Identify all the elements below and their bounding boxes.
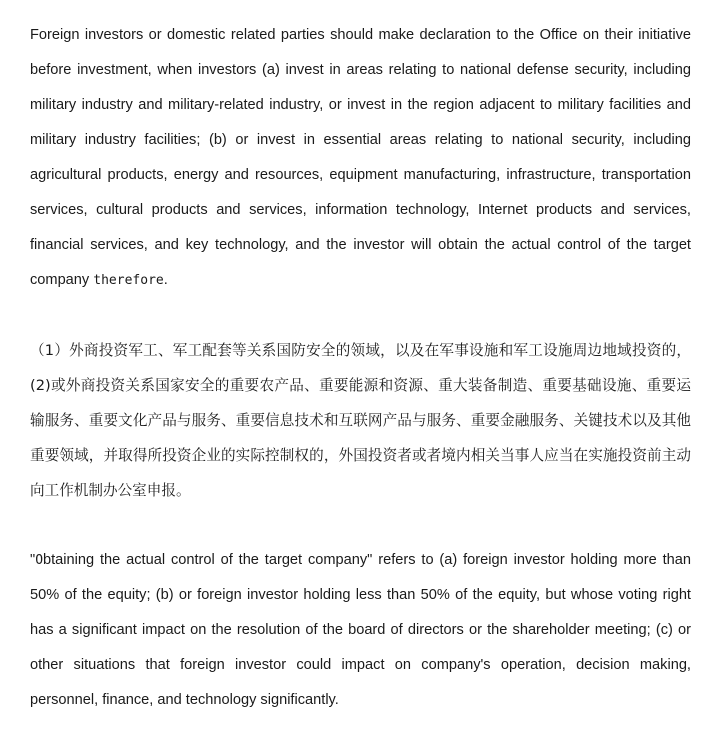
- paragraph-end-period: .: [163, 272, 168, 288]
- paragraph-english-declaration-text: Foreign investors or domestic related parties should make declaration to the Office on their initiative before investment, when investors (a) invest in areas relating to national defense security, including military industry and military-related industry, or invest in the region adjacent to military facilities and military industry facilities; (b) or invest in essential areas relating to national security, including agricultural products, energy and resources, equipment manufacturing, infrastructure, transportation services, cultural products and services, information technology, Internet products and services, financial services, and key technology, and the investor will obtain the actual control of the target company: [30, 27, 691, 288]
- document-body: [30, 18, 691, 718]
- paragraph-english-declaration: [30, 18, 691, 298]
- paragraph-english-control-definition-text: btaining the actual control of the target company" refers to (a) foreign investor holding more than 50% of the equity; (b) or foreign investor holding less than 50% of the equity, but whose voting right has a significant impact on the resolution of the board of directors or the shareholder meeting; (c) or other situations that foreign investor could impact on company's operation, decision making, personnel, finance, and technology significantly.: [30, 552, 691, 708]
- first-letter: O: [35, 553, 44, 568]
- paragraph-english-control-definition: [30, 543, 691, 718]
- paragraph-chinese-declaration: （1）外商投资军工、军工配套等关系国防安全的领域，以及在军事设施和军工设施周边地域投资的，(2)或外商投资关系国家安全的重要农产品、重要能源和资源、重大装备制造、重要基础设施、重要运输服务、重要文化产品与服务、重要信息技术和互联网产品与服务、重要金融服务、关键技术以及其他重要领域，并取得所投资企业的实际控制权的，外国投资者或者境内相关当事人应当在实施投资前主动向工作机制办公室申报。: [30, 342, 691, 499]
- paragraph-gap: [30, 508, 691, 543]
- therefore-word: therefore: [93, 273, 164, 288]
- open-quote: ": [30, 552, 36, 568]
- paragraph-gap: [30, 298, 691, 333]
